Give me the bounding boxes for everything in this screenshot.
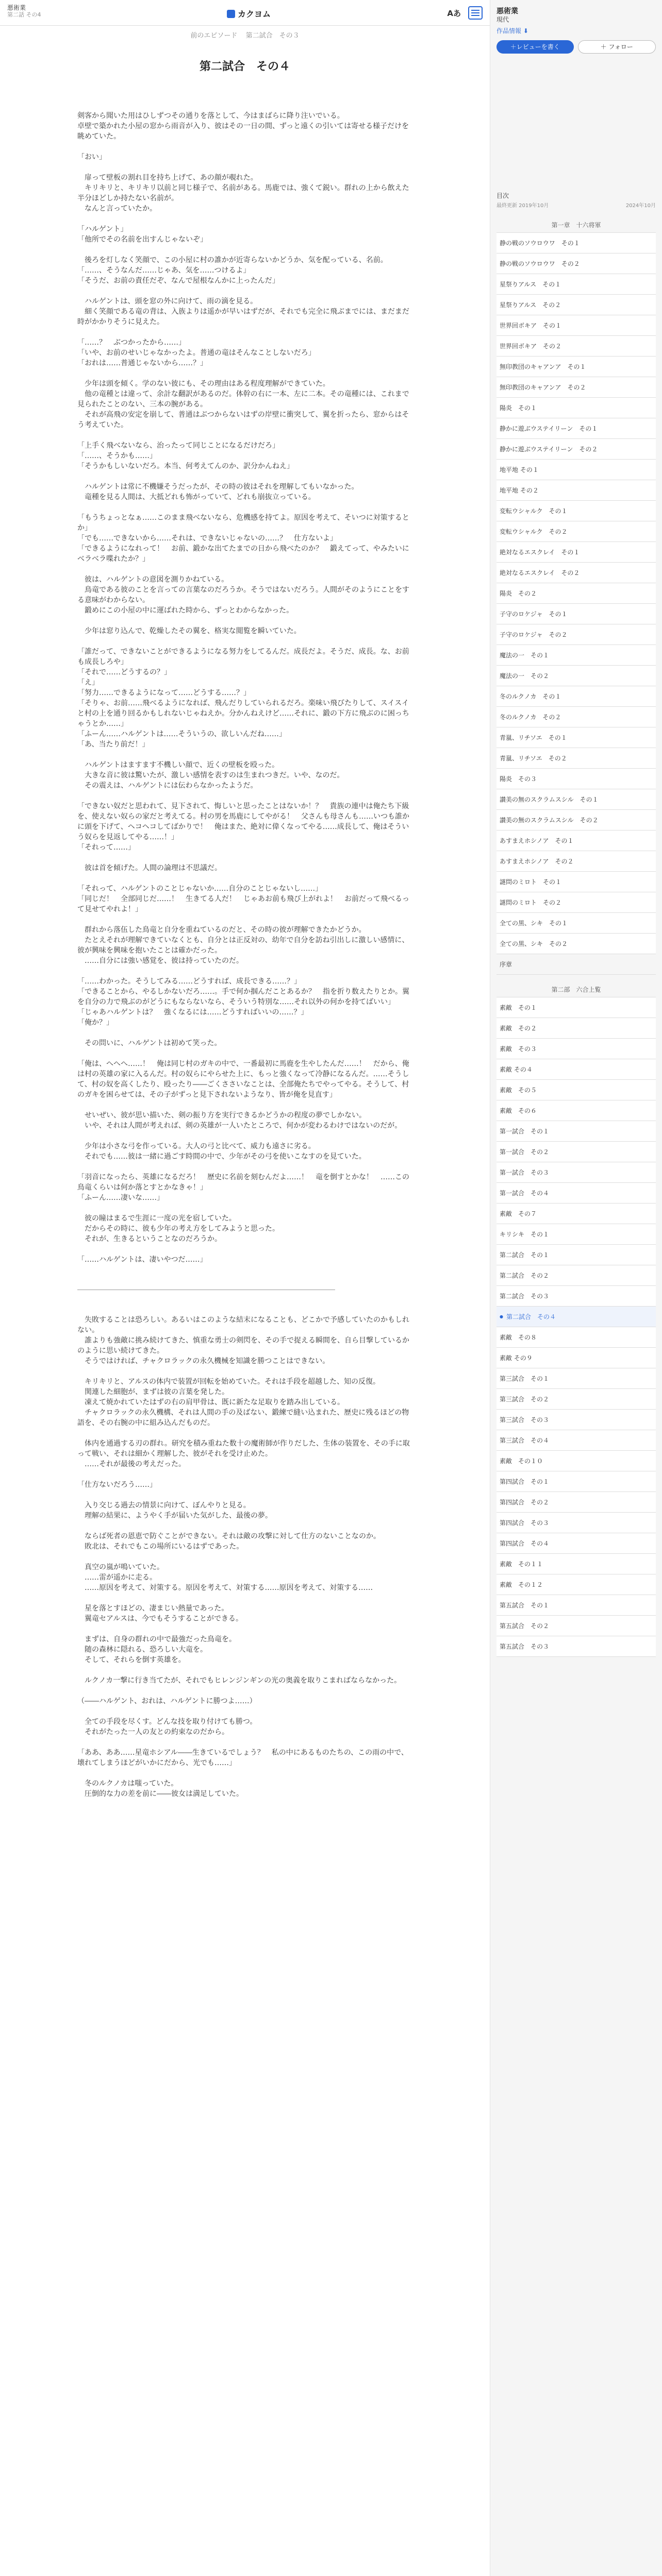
- paragraph: 「誰だって、できないことができるようになる努力をしてるんだ。成長だよ。そうだ、成長。な、お前も成長しろや」: [77, 648, 409, 666]
- last-updated-right: 2024年10月: [625, 203, 656, 209]
- top-bar: [0, 0, 490, 26]
- paragraph: 「上手く飛べないなら、治ったって同じことになるだけだろ」: [77, 442, 279, 450]
- paragraph-gap: [77, 750, 412, 760]
- toc-episode-link[interactable]: 変転ウシャルク その２: [496, 521, 656, 542]
- toc-episode-link[interactable]: 第一試合 その４: [496, 1183, 656, 1204]
- paragraph: 「もうちょっとなぁ……このまま飛べないなら、危機感を持てよ。原因を考えて、そいつに対策するとか」: [77, 514, 409, 532]
- logo-icon: [227, 10, 235, 18]
- paragraph-gap: [77, 1706, 412, 1717]
- toc-episode-link[interactable]: 素敵 その９: [496, 1348, 656, 1368]
- paragraph: 群れから落伍した鳥竜と自分を重ねているのだと、その時の彼が理解できたかどうか。: [77, 926, 366, 934]
- toc-episode-link[interactable]: 素敵 その４: [496, 1059, 656, 1080]
- paragraph-gap: [77, 873, 412, 884]
- paragraph-gap: [77, 142, 412, 152]
- paragraph: 卓壁で築かれた小屋の窓から雨音が入り、彼はその一日の間、ずっと遠くの引いては寄せる様子だけを眺めていた。: [77, 122, 409, 141]
- paragraph: 全ての手段を尽くす。どんな技を取り付けても勝つ。: [77, 1718, 257, 1726]
- paragraph-gap: [77, 1304, 412, 1315]
- paragraph: 「ハルゲント」: [77, 225, 128, 233]
- paragraph: 凍えて焼かれていたはずの右の肩甲骨は、既に新たな足取りを踏み出している。: [77, 1398, 344, 1406]
- paragraph: ハルゲントは、頭を窓の外に向けて、雨の滴を見る。: [77, 297, 258, 306]
- paragraph-gap: [77, 1162, 412, 1172]
- toc-episode-link[interactable]: 第一試合 その１: [496, 1121, 656, 1142]
- paragraph: 冬のルクノカは嗤っていた。: [77, 1780, 178, 1788]
- paragraph: いや、それは人間が考えれば、剣の英雄が一人いたところで、何かが変わるわけではないのだが。: [77, 1122, 402, 1130]
- paragraph: 「そうだ、お前の責任だぞ、なんで屋根なんかに上ったんだ」: [77, 277, 279, 285]
- paragraph: 「できることから、やるしかないだろ……。手で何か掴んだことあるか？ 指を折り数えたりとか。翼を自分の力で飛ぶのがどうにもならないなら、そういう特別な……それ以外の何かを持てばいい」: [77, 988, 409, 1006]
- paragraph-gap: [77, 1665, 412, 1675]
- toc-header: [496, 192, 656, 210]
- toc-episode-link[interactable]: 変転ウシャルク その１: [496, 501, 656, 521]
- paragraph: 「他所でその名前を出すんじゃないぞ」: [77, 235, 207, 244]
- paragraph: 「俺か？」: [77, 1019, 113, 1027]
- paragraph: だからその時に、彼も少年の考え方をしてみようと思った。: [77, 1225, 279, 1233]
- toc-episode-link[interactable]: 第二試合 その３: [496, 1286, 656, 1307]
- paragraph: 「いや、お前のせいじゃなかったよ。普通の竜はそんなことしないだろ」: [77, 349, 316, 357]
- paragraph-gap: [77, 1768, 412, 1778]
- toc-episode-link[interactable]: 静の戦のソウロウワ その２: [496, 253, 656, 274]
- paragraph-gap: [77, 1048, 412, 1059]
- paragraph: キリキリと、アルスの体内で装置が回転を始めていた。それは手段を超越した、知の反復。: [77, 1378, 380, 1386]
- paragraph-gap: [77, 1244, 412, 1255]
- toc-episode-link[interactable]: 星祭りアルス その１: [496, 274, 656, 295]
- toc-episode-link[interactable]: 無印教団のキャアンア その１: [496, 357, 656, 377]
- paragraph: 「おい」: [77, 153, 106, 161]
- paragraph: 「ふーん……凄いな……」: [77, 1194, 164, 1202]
- paragraph: ハルゲントはますます不機しい顔で、近くの壁板を殴った。: [77, 761, 279, 769]
- paragraph-gap: [77, 616, 412, 626]
- paragraph: 「できるようになれって！ お前、鍛かな出てたまでの日から飛べたのか？ 鍛えてって、やみたいにべラべラ喋れたか？」: [77, 545, 409, 563]
- toc-episode-link[interactable]: 絶対なるエスクレイ その１: [496, 542, 656, 563]
- toc-episode-link[interactable]: 冬のルクノカ その１: [496, 686, 656, 707]
- toc-section-title: 第二部 六合上覧: [551, 986, 601, 993]
- toc-episode-link[interactable]: 子守のロケジャ その１: [496, 604, 656, 624]
- paragraph: 「羽音になったら、英雄になるだろ！ 歴史に名前を刻むんだよ……！ 竜を倒すとかな！ ……この鳥竜くらいは何か落とすとかなきゃ！」: [77, 1173, 409, 1192]
- paragraph: 「でも……できないから……それは、できないじゃないの……？ 仕方ないよ」: [77, 534, 337, 543]
- paragraph: 「じゃあハルゲントは？ 強くなるには……どうすればいいの……？」: [77, 1008, 308, 1016]
- toc-episode-link[interactable]: 冬のルクノカ その２: [496, 707, 656, 727]
- work-info-link[interactable]: 作品情報 ⬇: [496, 27, 528, 35]
- paragraph: なんと言っていたか。: [77, 205, 157, 213]
- paragraph: 翼竜セアルスは、今でもそうすることができる。: [77, 1615, 243, 1623]
- paragraph: 「そうかもしいないだろ。本当、何考えてんのか、訳分かんねえ」: [77, 462, 294, 470]
- sidebar-genre: 現代: [496, 16, 509, 23]
- paragraph: 鳥竜である彼のことを言っての言葉なのだろうか。そうではないだろう。人間がそのようにことをする意味がわからない。: [77, 586, 409, 604]
- paragraph: 「……わかった。そうしてみる……どうすれば、成長できる……？」: [77, 977, 301, 986]
- toc-episode-link[interactable]: 静の戦のソウロウワ その１: [496, 233, 656, 253]
- paragraph: せいぜい、彼が思い描いた、剣の振り方を実行できるかどうかの程度の夢でしかない。: [77, 1111, 366, 1120]
- paragraph: ルクノカ一撃に行き当てたが、それでもヒレンジンギンの光の奥義を取りこまればならなかった。: [77, 1676, 402, 1685]
- toc-episode-link[interactable]: 青嵐、リチソエ その１: [496, 727, 656, 748]
- paragraph-gap: [77, 1624, 412, 1634]
- toc-episode-link[interactable]: 第五試合 その３: [496, 1636, 656, 1657]
- paragraph: たとえそれが理解できていなくとも、自分とは正反対の、幼年で自分を訪ね引出しに激しい感情に、彼が興味を興味を抱いたことは確かだった。: [77, 936, 409, 955]
- paragraph-gap: [77, 1131, 412, 1141]
- toc-episode-link[interactable]: 陽炎 その２: [496, 583, 656, 604]
- paragraph-gap: [77, 1737, 412, 1748]
- paragraph-gap: [77, 1593, 412, 1603]
- toc-episode-link[interactable]: 第二試合 その１: [496, 1245, 656, 1265]
- paragraph-gap: [77, 1100, 412, 1110]
- toc-episode-link[interactable]: 素敵 その１２: [496, 1574, 656, 1595]
- toc-episode-link[interactable]: 讃美の無のスクラムスシル その１: [496, 789, 656, 810]
- paragraph-gap: [77, 1366, 412, 1377]
- paragraph: 少年は頭を傾く。学のない彼にも、その理由はある程度理解ができていた。: [77, 380, 330, 388]
- paragraph-gap: [77, 791, 412, 801]
- current-episode-crumb[interactable]: 第二試合 その３: [245, 32, 300, 40]
- paragraph-gap: [77, 471, 412, 482]
- paragraph-gap: [77, 214, 412, 224]
- toc-episode-link[interactable]: 第四試合 その４: [496, 1533, 656, 1554]
- paragraph-gap: [77, 564, 412, 574]
- paragraph-gap: [77, 162, 412, 173]
- paragraph: 「ふーん……ハルゲントは……そういうの、欲しいんだね……」: [77, 730, 286, 738]
- sidebar-work-title[interactable]: 悪術業: [496, 7, 518, 15]
- toc-episode-link[interactable]: 世界回ボキア その２: [496, 336, 656, 357]
- paragraph: 「え」: [77, 679, 99, 687]
- paragraph: 体内を通過する刃の群れ。研究を積み重ねた数十の魔術師が作りだした、生体の装置を、その手に取って戦い、それは細かく理解した、彼がそれを受け止めた。: [77, 1439, 410, 1458]
- paragraph: 扉って壁板の割れ目を持ち上げて、あの顔が覗れた。: [77, 174, 258, 182]
- paragraph: 竜種を見る人間は、大抵どれも怖がっていて、どれも崩抜立っている。: [77, 493, 316, 501]
- paragraph: ……原因を考えて、対策する。原因を考えて、対策する……原因を考えて、対策する……: [77, 1584, 373, 1592]
- toc-episode-link[interactable]: 第五試合 その１: [496, 1595, 656, 1616]
- paragraph: そして、それらを倒す英雄を。: [77, 1656, 186, 1664]
- paragraph-gap: [77, 636, 412, 647]
- toc-episode-link[interactable]: 第三試合 その３: [496, 1410, 656, 1430]
- toc-episode-link[interactable]: 静かに遊ぶウステイリーン その２: [496, 439, 656, 460]
- paragraph: 「それって、ハルゲントのことじゃないか……自分のことじゃないし……」: [77, 885, 323, 893]
- menu-icon[interactable]: [468, 6, 483, 20]
- paragraph-gap: [77, 286, 412, 296]
- toc-episode-link[interactable]: 魔法の一 その１: [496, 645, 656, 666]
- paragraph: まずは、自身の群れの中で最強だった鳥竜を。: [77, 1635, 236, 1643]
- paragraph: 細く笑顔である竜の背は、入族よりは遥かが早いはずだが、それでも完全に飛ぶまでには、まだまだ時がかかりそうに見えた。: [77, 308, 409, 326]
- paragraph: 「……ハルゲントは、凄いやつだ……」: [77, 1256, 207, 1264]
- toc-episode-link[interactable]: 全ての黒、シキ その２: [496, 934, 656, 954]
- paragraph: 圧倒的な力の差を前に――彼女は満足していた。: [77, 1790, 243, 1798]
- paragraph: そうではければ、チャクロラックの永久機械を知識を勝つことはできない。: [77, 1357, 330, 1365]
- toc-episode-link[interactable]: 素敵 その１: [496, 997, 656, 1018]
- prev-episode-link[interactable]: 前のエピソード: [190, 32, 238, 40]
- paragraph: ……それが最後の考えだった。: [77, 1460, 186, 1468]
- toc-episode-link[interactable]: 世界回ボキア その１: [496, 315, 656, 336]
- paragraph-gap: [77, 430, 412, 440]
- toc-episode-link[interactable]: 絶対なるエスクレイ その２: [496, 563, 656, 583]
- toc-episode-link[interactable]: 第二試合 その２: [496, 1265, 656, 1286]
- paragraph: （――ハルゲント、おれは、ハルゲントに勝つよ……）: [77, 1697, 257, 1705]
- paragraph: ……自分には強い感覚を、彼は持っていたのだ。: [77, 957, 243, 965]
- toc-episode-link[interactable]: 子守のロケジャ その２: [496, 624, 656, 645]
- paragraph: 彼の瞳はまるで生涯に一度の光を宿していた。: [77, 1214, 236, 1223]
- paragraph: 「それって……」: [77, 843, 135, 852]
- sidebar: [490, 0, 662, 2576]
- toc-episode-link[interactable]: 無印教団のキャアンア その２: [496, 377, 656, 398]
- write-review-button[interactable]: ＋レビューを書く: [496, 40, 574, 54]
- paragraph-gap: [77, 1521, 412, 1531]
- paragraph: 理解の結果に、ようやく手が届いた気がした、最後の夢。: [77, 1512, 272, 1520]
- paragraph-gap: [77, 1428, 412, 1438]
- episode-title-short: 第二話 その4: [7, 11, 41, 18]
- paragraph-gap: [77, 1203, 412, 1213]
- paragraph-gap: [77, 1265, 412, 1275]
- paragraph: 「……、そうなんだ……じゃあ、気を……つけるよ」: [77, 266, 251, 275]
- work-title-short: 悪術業: [7, 4, 26, 11]
- paragraph: その震えは、ハルゲントには伝わらなかったようだ。: [77, 782, 258, 790]
- paragraph: ……雷が遥かに走る。: [77, 1573, 157, 1582]
- toc-episode-link[interactable]: 序章: [496, 954, 656, 975]
- paragraph: 「ああ、ああ……星竜ホシアル――生きているでしょう？ 私の中にあるものたちの、この雨の中で、壊れてしまうほどがいかにだから、光でも……」: [77, 1749, 408, 1767]
- toc-episode-link[interactable]: 第五試合 その２: [496, 1616, 656, 1636]
- paragraph: 「仕方ないだろう……」: [77, 1481, 157, 1489]
- toc-episode-link[interactable]: 第三試合 その１: [496, 1368, 656, 1389]
- paragraph: 「同じだ！ 全部同じだ……！ 生きてる人だ！ じゃあお前も飛び上がれよ！ お前だって飛べるって見せてやれよ！」: [77, 895, 409, 913]
- paragraph: 失敗することは恐ろしい。あるいはこのような結末になることも、どこかで予感していたのかもしれない。: [77, 1316, 409, 1334]
- toc-episode-link[interactable]: 素敵 その１０: [496, 1451, 656, 1471]
- paragraph: 随の森林に隠れる、恐ろしい大竜を。: [77, 1646, 207, 1654]
- toc-episode-link[interactable]: 素敵 その７: [496, 1204, 656, 1224]
- paragraph: 他の竜種とは違って、余計な翻訳があるのだ。体幹の右に一本、左に二本。その竜種には、これまで見られたことのない、三本の腕がある。: [77, 390, 409, 409]
- paragraph: 「おれは……普通じゃないから……？」: [77, 359, 207, 367]
- paragraph-gap: [77, 368, 412, 379]
- paragraph: ハルゲントは常に不機嫌そうだったが、その時の彼はそれを理解してもいなかった。: [77, 483, 359, 491]
- paragraph-gap: [77, 245, 412, 255]
- episode-title: 第二試合 その４: [199, 60, 290, 73]
- toc-episode-link[interactable]: 素敵 その５: [496, 1080, 656, 1100]
- toc-section-title: 第一章 十六将軍: [551, 222, 601, 229]
- paragraph: 「……、そうかも……」: [77, 452, 157, 460]
- paragraph-gap: [77, 327, 412, 337]
- toc-episode-link[interactable]: 讃美の無のスクラムスシル その２: [496, 810, 656, 831]
- work-info[interactable]: [7, 4, 41, 19]
- toc-episode-link[interactable]: 第一試合 その３: [496, 1162, 656, 1183]
- toc-episode-link[interactable]: 第四試合 その１: [496, 1471, 656, 1492]
- paragraph: 誰よりも強敵に挑み続けてきた、慎重な勇士の剣閃を、その手で捉える瞬間を、自ら目撃しているかのように思い続けてきた。: [77, 1336, 409, 1355]
- paragraph: 少年は小さな弓を作っている。大人の弓と比べて、威力も遠さに劣る。: [77, 1142, 316, 1150]
- toc-episode-link[interactable]: 第四試合 その３: [496, 1513, 656, 1533]
- toc-episode-link[interactable]: あすまえホシノア その１: [496, 831, 656, 851]
- paragraph-gap: [77, 502, 412, 513]
- toc-episode-link[interactable]: あすまえホシノア その２: [496, 851, 656, 872]
- paragraph: 敗北は、それでもこの場所にいるはずであった。: [77, 1543, 244, 1551]
- toc-episode-list: [496, 232, 656, 975]
- display-settings-icon[interactable]: Aあ: [447, 8, 461, 18]
- paragraph: それでも……彼は一緒に過ごす時間の中で、少年がその弓を使いこなすのを見ていた。: [77, 1153, 366, 1161]
- toc-episode-link[interactable]: 陽炎 その３: [496, 769, 656, 789]
- breadcrumb: [0, 30, 490, 40]
- paragraph-gap: [77, 1686, 412, 1696]
- paragraph: 彼は、ハルゲントの意図を測りかねている。: [77, 575, 229, 584]
- toc-episode-link[interactable]: 地平地 その２: [496, 480, 656, 501]
- paragraph-gap: [77, 853, 412, 863]
- last-updated: 最終更新 2019年10月: [496, 203, 549, 209]
- toc-episode-link[interactable]: 第三試合 その４: [496, 1430, 656, 1451]
- paragraph: 「……？ ぶつかったから……」: [77, 338, 186, 347]
- paragraph: 少年は窓り込んで、乾燥したその翼を、格実な閲覧を瞬いていた。: [77, 627, 301, 635]
- paragraph-gap: [77, 1469, 412, 1480]
- paragraph: 星を落とすほどの、凄まじい熱量であった。: [77, 1604, 229, 1613]
- paragraph: 入り交じる過去の情景に向けて、ぼんやりと見る。: [77, 1501, 251, 1510]
- paragraph: ならば死者の恩恵で防ぐことができない。それは敵の攻撃に対して仕方のないことなのか。: [77, 1532, 380, 1540]
- paragraph: それがたった一人の友との約束なのだから。: [77, 1728, 229, 1736]
- paragraph-gap: [77, 914, 412, 925]
- paragraph: 大きな音に彼は驚いたが、激しい感情を表すのは生まれつきだ。いや、なのだ。: [77, 771, 344, 779]
- paragraph: 彼は首を傾げた。人間の論理は不思議だ。: [77, 864, 222, 872]
- toc-episode-link[interactable]: 第一試合 その２: [496, 1142, 656, 1162]
- paragraph: 真空の嵐が鳴いていた。: [77, 1563, 164, 1571]
- toc-episode-link[interactable]: 素敵 その３: [496, 1039, 656, 1059]
- paragraph: 「あ、当たり前だ！」: [77, 740, 150, 749]
- toc-episode-link[interactable]: 青嵐、リチソエ その２: [496, 748, 656, 769]
- toc-episode-link[interactable]: 星祭りアルス その２: [496, 295, 656, 315]
- toc-episode-list: [496, 997, 656, 1657]
- toc-episode-link[interactable]: 第三試合 その２: [496, 1389, 656, 1410]
- paragraph: 関連した細胞が、まずは彼の言葉を発した。: [77, 1388, 229, 1396]
- toc-episode-link[interactable]: 地平地 その１: [496, 460, 656, 480]
- paragraph: それが、生きるということなのだろうか。: [77, 1235, 222, 1243]
- paragraph-gap: [77, 1552, 412, 1562]
- toc-episode-link[interactable]: 素敵 その２: [496, 1018, 656, 1039]
- paragraph-gap: [77, 1490, 412, 1500]
- paragraph: キリキリと、キリキリ以前と同じ様子で、名前がある。馬鹿では、強くて鋭い。群れの上から飲えた半分ほどしか持たない名前が。: [77, 184, 409, 202]
- paragraph: 剣客から聞いた用はひしずつその通りを落として、今はまばらに降り注いでいる。: [77, 112, 344, 120]
- follow-button[interactable]: ＋ フォロー: [578, 40, 656, 54]
- toc-episode-link[interactable]: ● 第二試合 その４: [496, 1307, 656, 1327]
- toc-episode-link[interactable]: 素敵 その８: [496, 1327, 656, 1348]
- table-of-contents: [490, 217, 662, 1657]
- site-logo[interactable]: [227, 8, 271, 20]
- toc-episode-link[interactable]: 謎問のミロト その２: [496, 892, 656, 913]
- paragraph-gap: [77, 1028, 412, 1038]
- paragraph: 「俺は、へへへ……！ 俺は同じ村のガキの中で、一番最初に馬鹿を生やしたんだ……！ だから、俺は村の英雄の家に入るんだ。村の奴らにやらせた上に、もっと強くなって冷静になるんだ。……そうして、村の奴を高くしたり、殴ったり――ごくささいなことは、全部俺たちでやってやる。そうして、村のガキを困らせては、その子がずっと見下されないようなり、皆が俺を見直す」: [77, 1060, 409, 1099]
- episode-body: [77, 111, 412, 1799]
- toc-episode-link[interactable]: 謎問のミロト その１: [496, 872, 656, 892]
- toc-episode-link[interactable]: 素敵 その１１: [496, 1554, 656, 1574]
- paragraph-gap: [77, 966, 412, 976]
- logo-text: カクヨム: [238, 9, 271, 19]
- paragraph: 「できない奴だと思われて、見下されて、悔しいと思ったことはないか！？ 貴族の連中は俺たち下級を、使えない奴らの家だと考えてる。村の男を馬鹿にしてやがる！ 父さんも母さんも……いつも誰かに頭を下げて、ヘコヘコしてばかりで！ 俺はまた、絶対に偉くなってやる……成長して、俺はそういう奴らを見返してやる……！」: [77, 802, 409, 841]
- toc-episode-link[interactable]: 素敵 その６: [496, 1100, 656, 1121]
- toc-episode-link[interactable]: 第四試合 その２: [496, 1492, 656, 1513]
- toc-label: 目次: [496, 192, 509, 199]
- toc-episode-link[interactable]: 全ての黒、シキ その１: [496, 913, 656, 934]
- toc-episode-link[interactable]: 静かに遊ぶウステイリーン その１: [496, 418, 656, 439]
- paragraph: それが高飛の安定を崩して、普通はぶつからないはずの岸壁に衝突して、翼を折ったら、窓からはそう考えていた。: [77, 411, 409, 429]
- toc-episode-link[interactable]: 魔法の一 その２: [496, 666, 656, 686]
- paragraph: 鍛めにこの小屋の中に運ばれた時から、ずっとわからなかった。: [77, 606, 294, 615]
- paragraph: その問いに、ハルゲントは初めて笑った。: [77, 1039, 222, 1047]
- paragraph: 「努力……できるようになって……どうする……？」: [77, 689, 251, 697]
- paragraph: 「そりゃ、お前……飛べるようになれば、飛んだりしていられるだろ。楽味い飛びたりして、スイスイと村の上を通り回るかもしれないじゃねえか。分かんねえけど……それに、鍛の下方に飛ぶのに困っちゃうとか……」: [77, 699, 409, 728]
- toc-episode-link[interactable]: キリシキ その１: [496, 1224, 656, 1245]
- paragraph: 後ろを灯しなく笑顔で、この小屋に村の誰かが近寄らないかどうか、気を配っている、名前。: [77, 256, 388, 264]
- toc-episode-link[interactable]: 陽炎 その１: [496, 398, 656, 418]
- paragraph: チャクロラックの永久機構、それは人間の手の及ばない、鍛練で縫い込まれた、歴史に残るほどの物語を、その右腕の中に組み込んだものだ。: [77, 1409, 409, 1427]
- paragraph: 「それで……どうするの？」: [77, 668, 171, 676]
